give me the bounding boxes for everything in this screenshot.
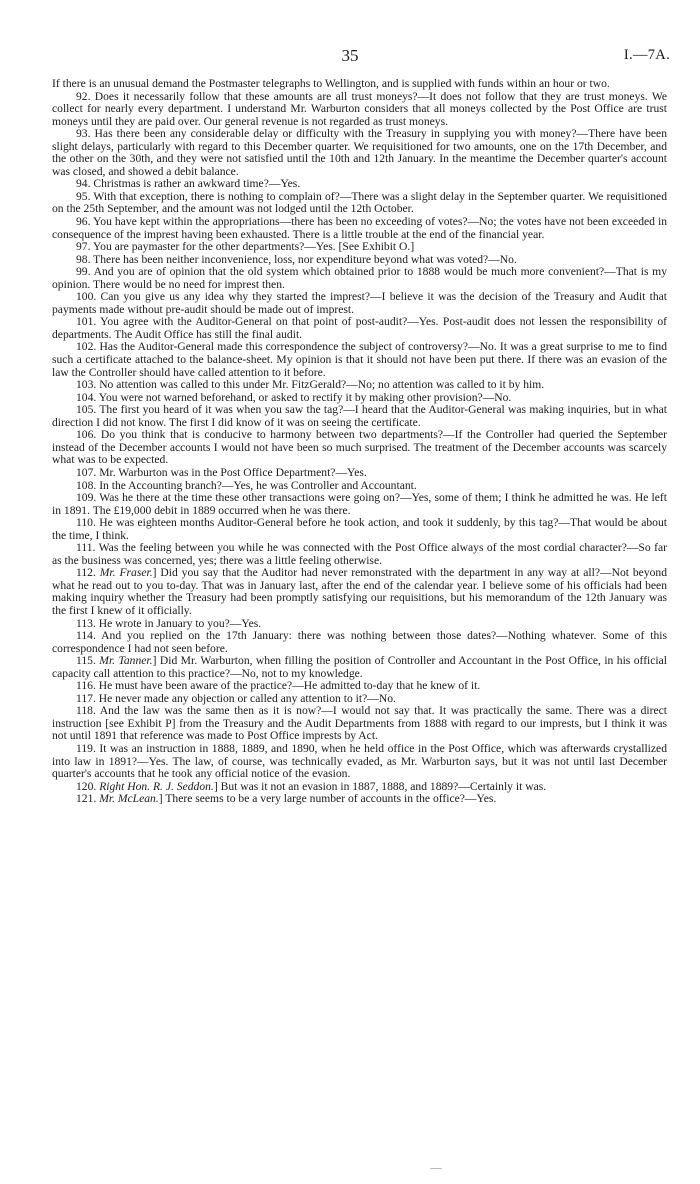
speaker-bracket: ] — [152, 654, 160, 668]
paragraph-text: Did Mr. Warburton, when filling the position of Controller and Accountant in the Post Office, in his official capacity call attention to this practice?—No, not to my knowledge. — [52, 654, 668, 680]
speaker-name: Right Hon. R. J. Seddon. — [99, 779, 214, 793]
speaker-bracket: ] — [213, 779, 221, 793]
testimony-paragraph — [52, 91, 667, 129]
testimony-paragraph — [52, 743, 667, 781]
paragraph-text: There seems to be a very large number of accounts in the office?—Yes. — [165, 792, 497, 806]
paragraph-text: 107. Mr. Warburton was in the Post Office Department?—Yes. — [76, 465, 367, 479]
testimony-paragraph — [52, 542, 667, 567]
paragraph-text: 98. There has been neither inconvenience, loss, nor expenditure beyond what was voted?—No. — [76, 252, 517, 266]
testimony-paragraph — [52, 128, 667, 178]
paragraph-text: 94. Christmas is rather an awkward time?—Yes. — [76, 177, 301, 191]
speaker-bracket: ] — [158, 792, 166, 806]
paragraph-text: 99. And you are of opinion that the old system which obtained prior to 1888 would be much more convenient?—That is my opinion. There would be no need for imprest then. — [52, 265, 667, 291]
testimony-paragraph — [52, 517, 667, 542]
paragraph-text: 117. He never made any objection or called any attention to it?—No. — [76, 691, 396, 705]
paragraph-text: Did you say that the Auditor had never remonstrated with the department in any way at all?—Not beyond what he read out to you to-day. That was in January last, after the end of the calendar year. I believe some of his officials had been making inquiry whether the Treasury had been promptly satisfying our requisitions, but his memorandum of the 12th January was the first I knew of it officially. — [52, 566, 668, 617]
paragraph-text: 105. The first you heard of it was when you saw the tag?—I heard that the Auditor-General was making inquiries, but in what direction I did not know. The first I did know of it was on seeing the certificate. — [52, 403, 667, 429]
paragraph-text: 97. You are paymaster for the other departments?—Yes. [See Exhibit O.] — [76, 240, 415, 254]
paragraph-text: 119. It was an instruction in 1888, 1889, and 1890, when he held office in the Post Office, which was afterwards crystallized into law in 1891?—Yes. The law, of course, was technically evaded, as Mr. Warburton says, but it was not until last December quarter's accounts that he took any official notice of the evasion. — [52, 741, 667, 781]
testimony-paragraph — [52, 705, 667, 743]
paragraph-text: 92. Does it necessarily follow that these amounts are all trust moneys?—It does not follow that they are trust moneys. We collect for nearly every department. I understand Mr. Warburton considers that all moneys collected by the Post Office are trust moneys until they are paid over. Our general revenue is not regarded as trust moneys. — [52, 89, 667, 128]
testimony-paragraph — [52, 316, 667, 341]
testimony-paragraph — [52, 567, 667, 617]
testimony-paragraph — [52, 266, 667, 291]
question-number: 112. — [76, 566, 100, 580]
page-number: 35 — [341, 46, 359, 65]
testimony-paragraph — [52, 291, 667, 316]
speaker-name: Mr. Tanner. — [99, 654, 153, 668]
scan-mark — [430, 1168, 442, 1169]
paragraph-text: 113. He wrote in January to you?—Yes. — [76, 616, 262, 630]
testimony-paragraph — [52, 793, 667, 806]
paragraph-text: 116. He must have been aware of the practice?—He admitted to-day that he knew of it. — [76, 679, 481, 693]
paragraph-text: If there is an unusual demand the Postmaster telegraphs to Wellington, and is supplied with funds within an hour or two. — [52, 77, 610, 90]
testimony-paragraph — [52, 404, 667, 429]
testimony-paragraph — [52, 191, 667, 216]
testimony-body — [52, 78, 667, 806]
speaker-name: Mr. McLean. — [99, 792, 159, 806]
testimony-paragraph — [52, 492, 667, 517]
testimony-paragraph — [52, 655, 667, 680]
paragraph-text: 118. And the law was the same then as it is now?—I would not say that. It was practically the same. There was a direct instruction [see Exhibit P] from the Treasury and the Audit Departments from 1888 with regard to our imprests, but I think it was not until 1891 that reference was made to Post Office imprests by Act. — [52, 704, 667, 743]
paragraph-text: 95. With that exception, there is nothing to complain of?—There was a slight delay in the September quarter. We requisitioned on the 25th September, and the amount was not lodged until the 12th October. — [52, 189, 667, 216]
question-number: 120. — [76, 779, 100, 793]
paragraph-text: 114. And you replied on the 17th January: there was nothing between those dates?—Nothing whatever. Some of this correspondence I had not seen before. — [52, 629, 667, 655]
paragraph-text: 103. No attention was called to this under Mr. FitzGerald?—No; no attention was called to it by him. — [76, 378, 545, 392]
paragraph-text: 101. You agree with the Auditor-General on that point of post-audit?—Yes. Post-audit does not lessen the responsibility of departments. The Audit Office has still the final audit. — [52, 315, 667, 341]
testimony-paragraph — [52, 341, 667, 379]
paragraph-text: 96. You have kept within the appropriations—there has been no exceeding of votes?—No; the votes have not been exceeded in consequence of the imprest having been exhausted. There is a little trouble at the end of the financial year. — [52, 215, 667, 241]
paragraph-text: 111. Was the feeling between you while he was connected with the Post Office always of the most cordial character?—So far as the business was concerned, yes; there was a little feeling otherwise. — [52, 541, 667, 567]
paragraph-text: 109. Was he there at the time these other transactions were going on?—Yes, some of them; I think he admitted he was. He left in 1891. The £19,000 debit in 1889 occurred when he was there. — [52, 491, 667, 517]
testimony-paragraph — [52, 630, 667, 655]
paragraph-text: 102. Has the Auditor-General made this correspondence the subject of controversy?—No. It was a great surprise to me to find such a certificate attached to the balance-sheet. My opinion is that it should not have been put there. If there was an evasion of the law the Controller should have called attention to it before. — [52, 340, 667, 379]
paragraph-text: 93. Has there been any considerable delay or difficulty with the Treasury in supplying you with money?—There have been slight delays, particularly with regard to this December quarter. We requisitioned for two amounts, one on the 17th December, and the other on the 30th, and they were not satisfied until the 10th and 12th January. In the meantime the December quarter's account was closed, and showed a debit balance. — [52, 127, 667, 178]
paragraph-text: 106. Do you think that is conducive to harmony between two departments?—If the Controller had queried the September instead of the December accounts I would not have been so much surprised. The treatment of the December accounts was scarcely what was to be expected. — [52, 428, 667, 467]
paragraph-text: 100. Can you give us any idea why they started the imprest?—I believe it was the decision of the Treasury and Audit that payments made without pre-audit should be made out of imprest. — [52, 290, 667, 316]
document-reference: I.—7A. — [623, 47, 670, 63]
paragraph-text: But was it not an evasion in 1887, 1888, and 1889?—Certainly it was. — [220, 779, 547, 793]
speaker-name: Mr. Fraser. — [99, 566, 153, 580]
paragraph-text: 104. You were not warned beforehand, or asked to rectify it by making other provision?—No. — [76, 390, 512, 404]
page-header — [0, 46, 700, 66]
speaker-bracket: ] — [152, 566, 161, 580]
question-number: 121. — [76, 792, 100, 806]
testimony-paragraph — [52, 216, 667, 241]
testimony-paragraph — [52, 429, 667, 467]
paragraph-text: 108. In the Accounting branch?—Yes, he was Controller and Accountant. — [76, 478, 417, 492]
question-number: 115. — [76, 654, 100, 668]
paragraph-text: 110. He was eighteen months Auditor-General before he took action, and took it suddenly, by this tag?—That would be about the time, I think. — [52, 516, 667, 542]
